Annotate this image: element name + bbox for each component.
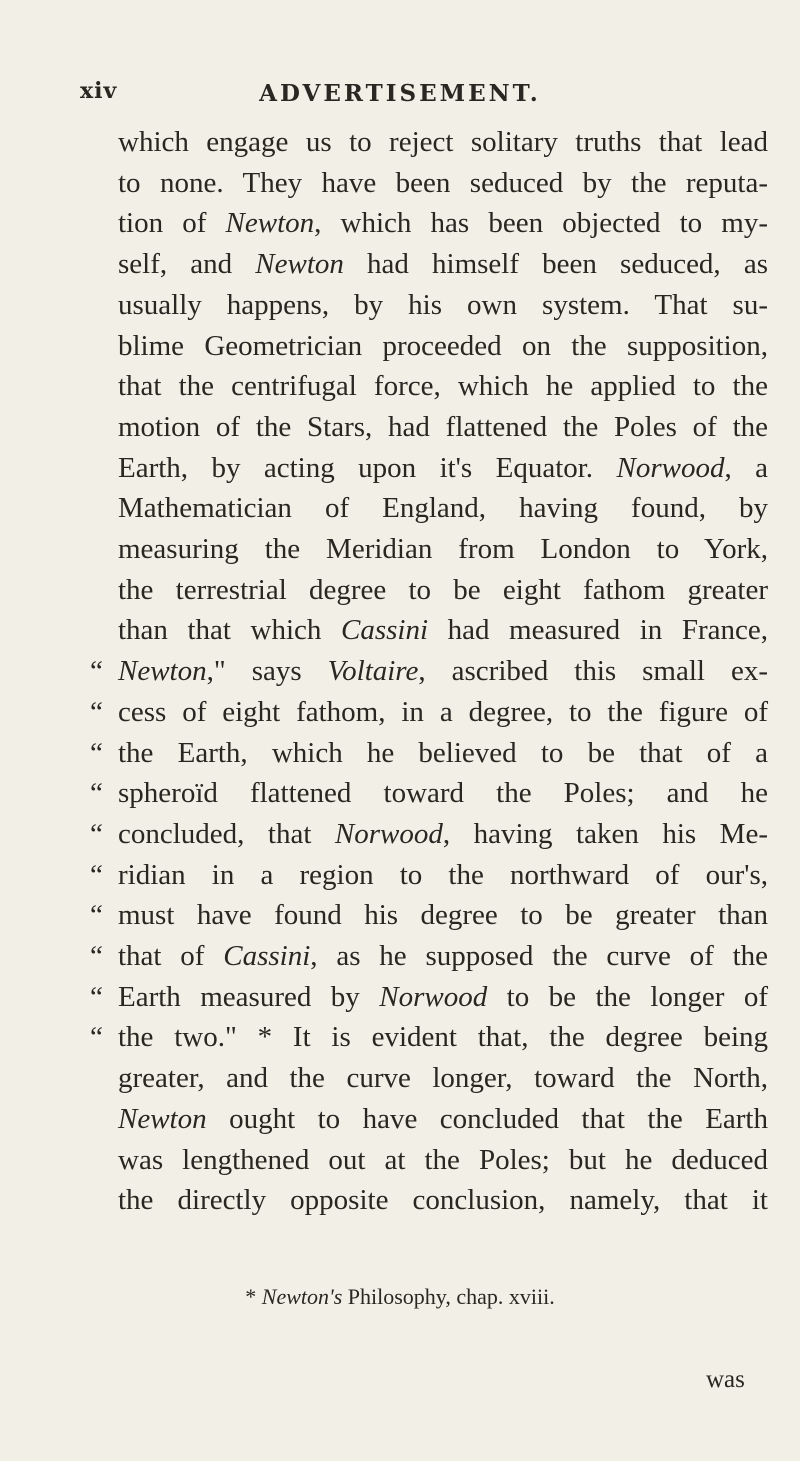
text-line: that the centrifugal force, which he applied to the bbox=[118, 370, 768, 403]
page-number: xiv bbox=[80, 78, 118, 104]
text-line: to none. They have been seduced by the reputa- bbox=[118, 166, 768, 199]
text-line: Earth, by acting upon it's Equator. Norwood, a bbox=[118, 451, 769, 484]
text-line: “ Newton," says Voltaire, ascribed this small ex- bbox=[90, 655, 768, 688]
text-line: tion of Newton, which has been objected to my- bbox=[118, 207, 768, 240]
text-line: was lengthened out at the Poles; but he deduced bbox=[118, 1143, 768, 1176]
text-line: “ spheroïd flattened toward the Poles; and he bbox=[90, 777, 768, 810]
text-line: which engage us to reject solitary truths that lead bbox=[118, 126, 768, 158]
running-head: ADVERTISEMENT. bbox=[259, 80, 541, 107]
text-line: “ the Earth, which he believed to be that of a bbox=[90, 736, 768, 769]
text-line: “ Earth measured by Norwood to be the longer of bbox=[90, 980, 768, 1013]
text-line: “ ridian in a region to the northward of our's, bbox=[90, 858, 768, 891]
text-line: “ concluded, that Norwood, having taken his Me- bbox=[90, 817, 768, 850]
text-line: usually happens, by his own system. That su- bbox=[118, 288, 768, 321]
catchword: was bbox=[706, 1366, 745, 1393]
text-line: than that which Cassini had measured in France, bbox=[118, 614, 768, 647]
footnote bbox=[0, 1284, 800, 1310]
text-line: “ cess of eight fathom, in a degree, to the figure of bbox=[90, 695, 768, 728]
text-line: “ the two." * It is evident that, the degree being bbox=[90, 1021, 768, 1054]
footnote-marker: * bbox=[245, 1284, 262, 1309]
text-line: the terrestrial degree to be eight fathom greater bbox=[118, 573, 768, 606]
text-line: measuring the Meridian from London to York, bbox=[118, 533, 768, 566]
text-line: Newton ought to have concluded that the Earth bbox=[118, 1102, 768, 1135]
text-line: blime Geometrician proceeded on the supposition, bbox=[118, 329, 768, 362]
text-line: motion of the Stars, had flattened the Poles of the bbox=[118, 410, 768, 443]
text-line: the directly opposite conclusion, namely, that it bbox=[118, 1184, 768, 1217]
text-line: “ must have found his degree to be greater than bbox=[90, 899, 768, 932]
text-line: self, and Newton had himself been seduced, as bbox=[118, 248, 768, 281]
body-text bbox=[90, 122, 769, 1221]
text-line: “ that of Cassini, as he supposed the curve of the bbox=[90, 940, 768, 973]
footnote-text: Newton's Philosophy, chap. xviii. bbox=[261, 1284, 555, 1309]
text-line: greater, and the curve longer, toward the North, bbox=[118, 1062, 768, 1095]
text-line: Mathematician of England, having found, by bbox=[118, 492, 768, 525]
